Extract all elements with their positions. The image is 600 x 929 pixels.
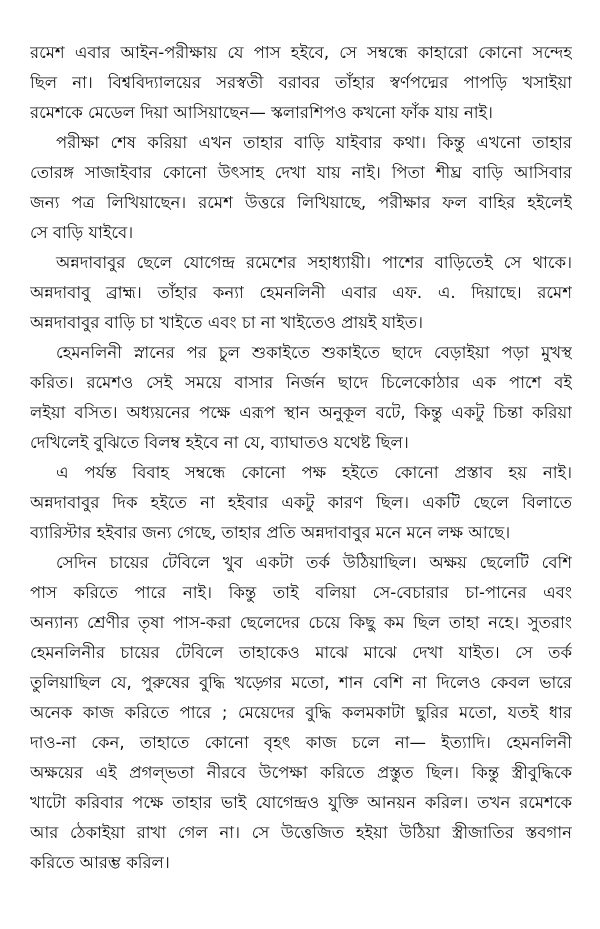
text-line: অক্ষয়ের এই প্রগল্‌ভতা নীরবে উপেক্ষা করিতে প্রস্তুত ছিল। কিন্তু স্ত্রীবুদ্ধিকে — [30, 763, 572, 782]
text-line: রমেশকে মেডেল দিয়া আসিয়াছেন— স্কলারশিপও কখনো ফাঁক যায় নাই। — [30, 103, 493, 122]
text-line: অন্যান্য শ্রেণীর তৃষা পাস-করা ছেলেদের চেয়ে কিছু কম ছিল তাহা নহে। সুতরাং — [30, 613, 572, 632]
text-line: সে বাড়ি যাইবে। — [30, 223, 134, 242]
text-line: তুলিয়াছিল যে, পুরুষের বুদ্ধি খড়্গের মতো, শান বেশি না দিলেও কেবল ভারে — [30, 673, 572, 692]
text-line: অন্নদাবাবুর দিক হইতে না হইবার একটু কারণ ছিল। একটি ছেলে বিলাতে — [30, 493, 572, 512]
text-line: হেমনলিনীর চায়ের টেবিলে তাহাকেও মাঝে মাঝে দেখা যাইত। সে তর্ক — [30, 643, 572, 662]
text-line: জন্য পত্র লিখিয়াছেন। রমেশ উত্তরে লিখিয়াছে, পরীক্ষার ফল বাহির হইলেই — [30, 193, 572, 212]
text-line: অন্নদাবাবুর ছেলে যোগেন্দ্র রমেশের সহাধ্যায়ী। পাশের বাড়িতেই সে থাকে। — [56, 253, 572, 272]
text-line: ব্যারিস্টার হইবার জন্য গেছে, তাহার প্রতি অন্নদাবাবুর মনে মনে লক্ষ আছে। — [30, 523, 511, 542]
text-line: সেদিন চায়ের টেবিলে খুব একটা তর্ক উঠিয়াছিল। অক্ষয় ছেলেটি বেশি — [56, 553, 572, 572]
paragraph — [30, 548, 572, 878]
text-line: করিত। রমেশও সেই সময়ে বাসার নির্জন ছাদে চিলেকোঠার এক পাশে বই — [30, 373, 572, 392]
text-line: পরীক্ষা শেষ করিয়া এখন তাহার বাড়ি যাইবার কথা। কিন্তু এখনো তাহার — [56, 133, 572, 152]
paragraph — [30, 128, 572, 248]
text-line: আর ঠেকাইয়া রাখা গেল না। সে উত্তেজিত হইয়া উঠিয়া স্ত্রীজাতির স্তবগান — [30, 823, 572, 842]
text-line: দেখিলেই বুঝিতে বিলম্ব হইবে না যে, ব্যাঘাতও যথেষ্ট ছিল। — [30, 433, 409, 452]
paragraph — [30, 338, 572, 458]
paragraph — [30, 38, 572, 128]
text-line: দাও-না কেন, তাহাতে কোনো বৃহৎ কাজ চলে না— ইত্যাদি। হেমনলিনী — [30, 733, 572, 752]
text-line: রমেশ এবার আইন-পরীক্ষায় যে পাস হইবে, সে সম্বন্ধে কাহারো কোনো সন্দেহ — [30, 43, 572, 62]
text-line: অন্নদাবাবুর বাড়ি চা খাইতে এবং চা না খাইতেও প্রায়ই যাইত। — [30, 313, 424, 332]
text-line: হেমনলিনী স্নানের পর চুল শুকাইতে শুকাইতে ছাদে বেড়াইয়া পড়া মুখস্থ — [56, 343, 572, 362]
paragraph — [30, 458, 572, 548]
document-page — [30, 38, 572, 878]
text-line: তোরঙ্গ সাজাইবার কোনো উৎসাহ দেখা যায় নাই। পিতা শীঘ্র বাড়ি আসিবার — [30, 163, 572, 182]
text-line: অনেক কাজ করিতে পারে ; মেয়েদের বুদ্ধি কলমকাটা ছুরির মতো, যতই ধার — [30, 703, 572, 722]
text-line: করিতে আরম্ভ করিল। — [30, 853, 170, 872]
paragraph — [30, 248, 572, 338]
text-line: ছিল না। বিশ্ববিদ্যালয়ের সরস্বতী বরাবর তাঁহার স্বর্ণপদ্মের পাপড়ি খসাইয়া — [30, 73, 572, 92]
text-line: পাস করিতে পারে নাই। কিন্তু তাই বলিয়া সে-বেচারার চা-পানের এবং — [30, 583, 572, 602]
text-line: খাটো করিবার পক্ষে তাহার ভাই যোগেন্দ্রও যুক্তি আনয়ন করিল। তখন রমেশকে — [30, 793, 572, 812]
text-line: এ পর্যন্ত বিবাহ সম্বন্ধে কোনো পক্ষ হইতে কোনো প্রস্তাব হয় নাই। — [56, 463, 572, 482]
text-line: লইয়া বসিত। অধ্যয়নের পক্ষে এরূপ স্থান অনুকূল বটে, কিন্তু একটু চিন্তা করিয়া — [30, 403, 572, 422]
text-line: অন্নদাবাবু ব্রাহ্ম। তাঁহার কন্যা হেমনলিনী এবার এফ. এ. দিয়াছে। রমেশ — [30, 283, 572, 302]
